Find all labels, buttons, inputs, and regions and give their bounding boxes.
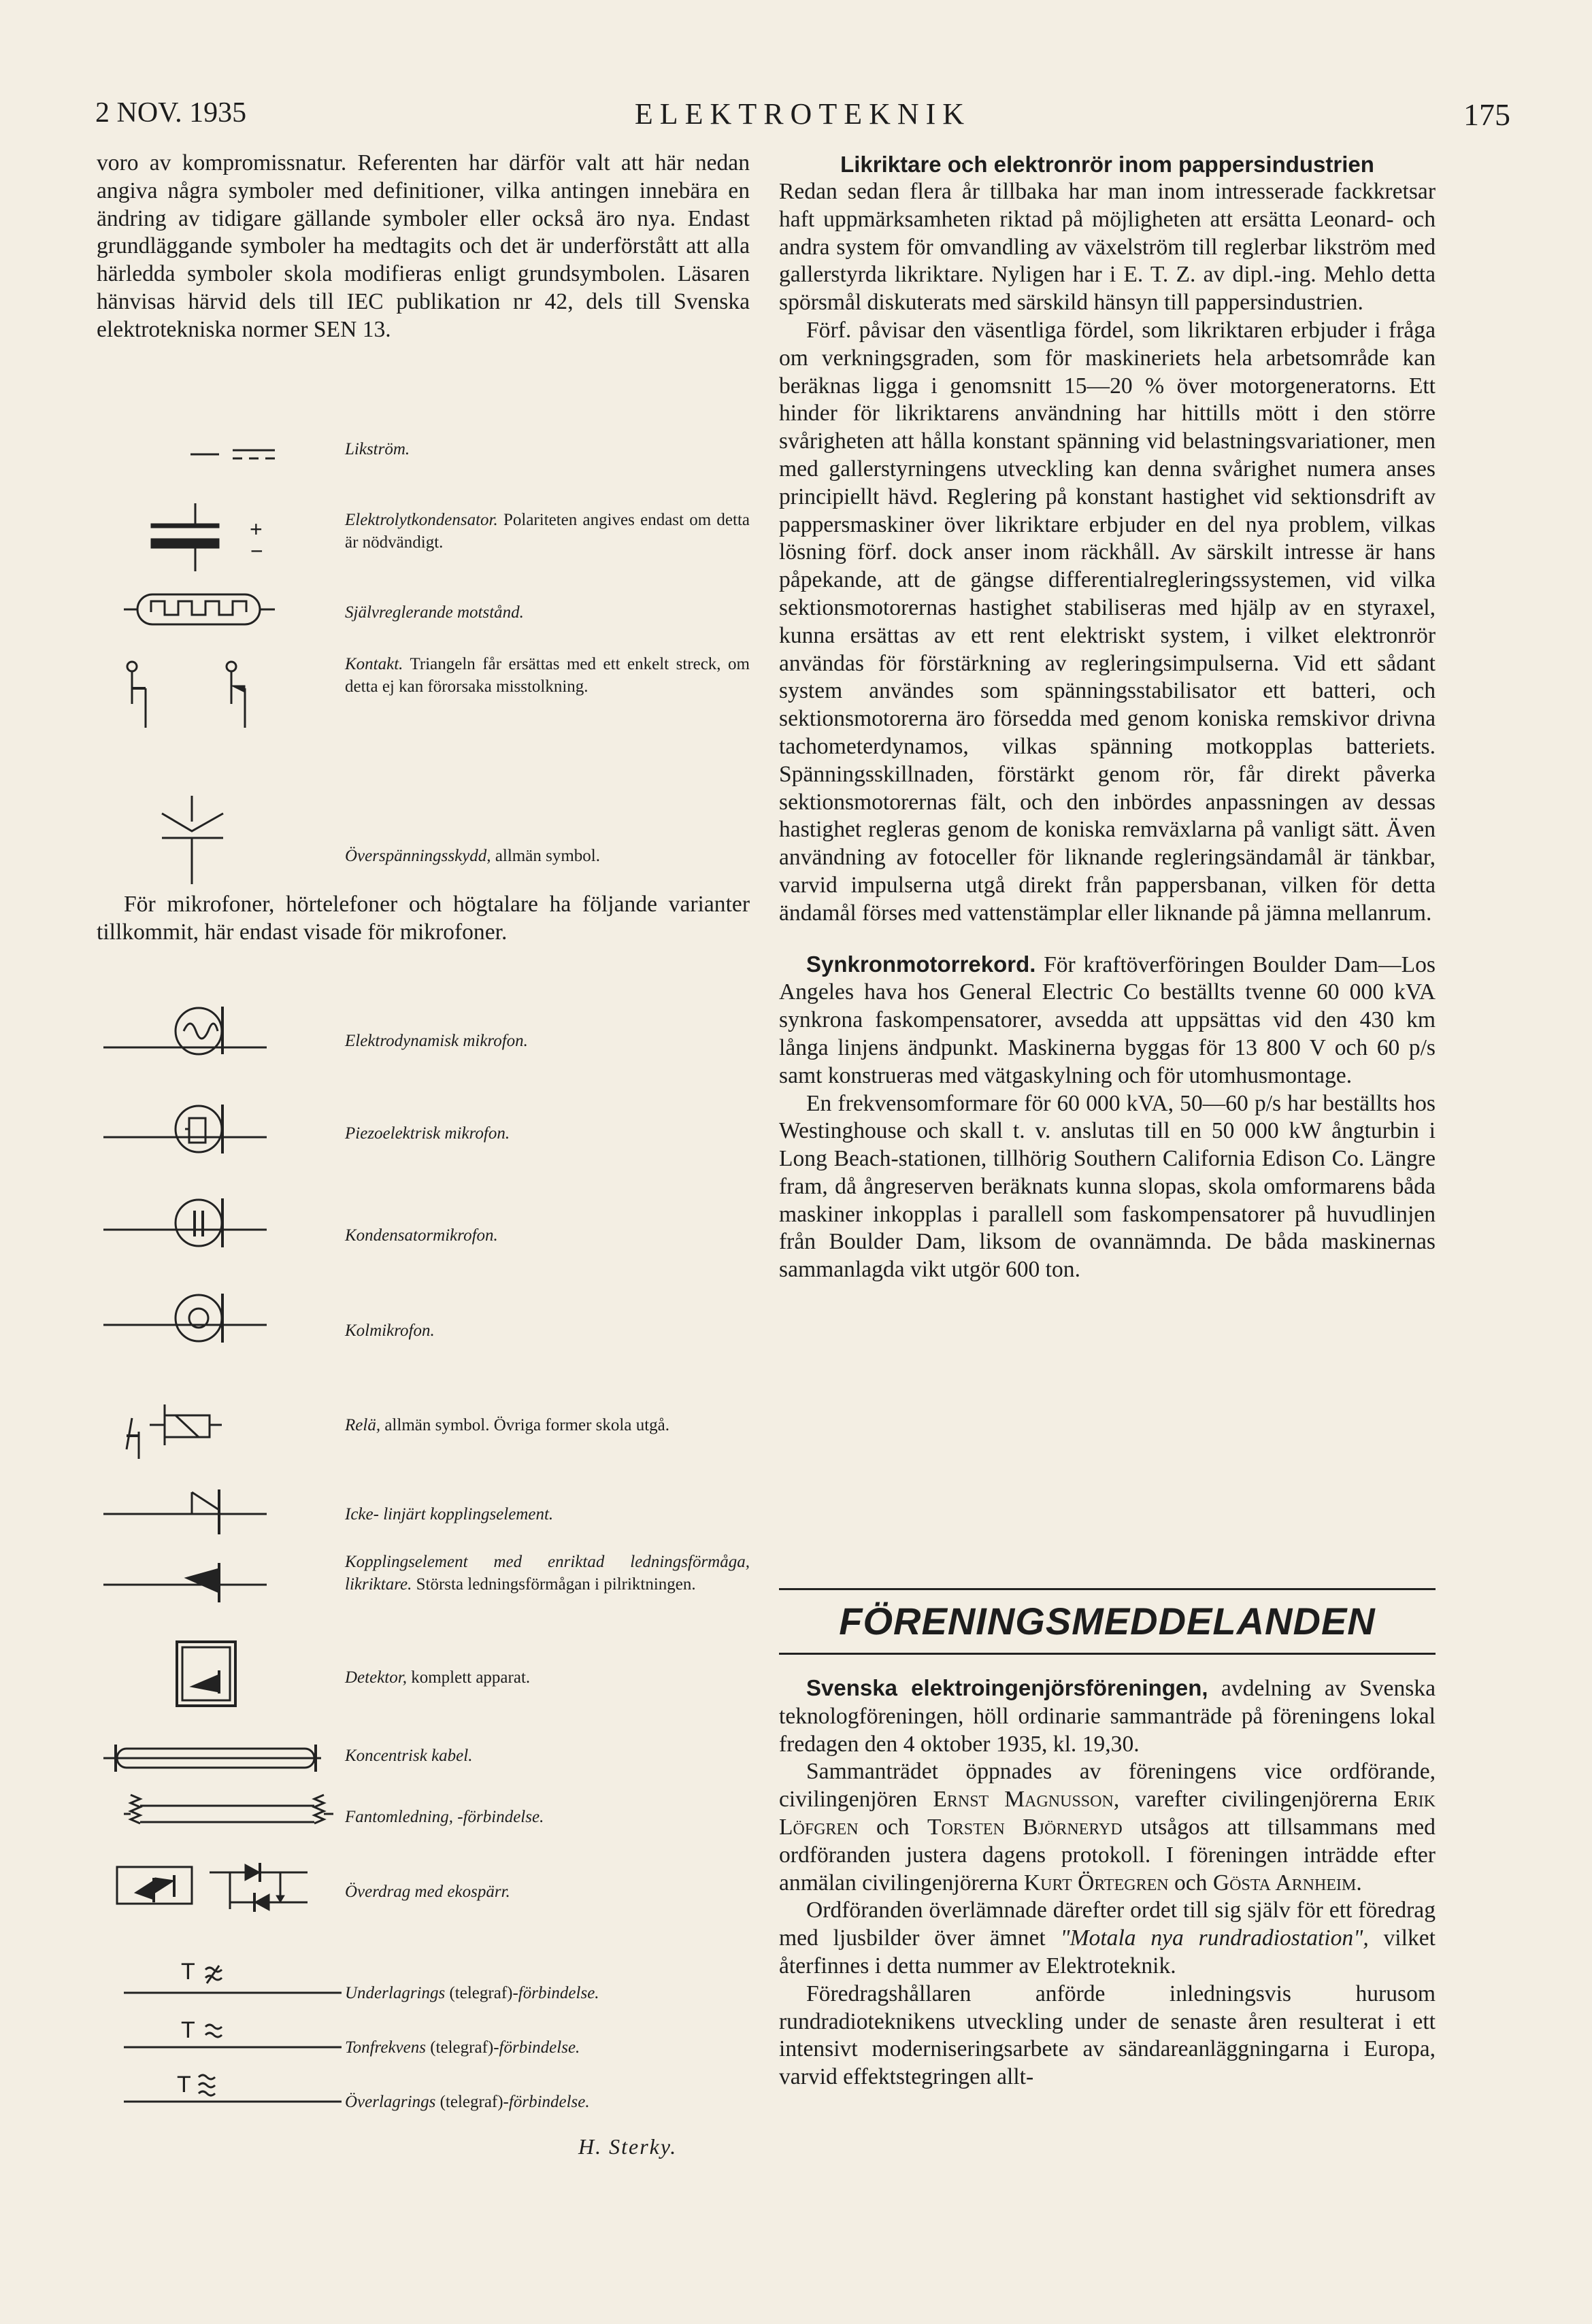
person-name: Kurt Örtegren: [1023, 1870, 1169, 1896]
symbol-superposed-telegraph: [97, 2068, 750, 2115]
association-paragraph-2: Sammanträdet öppnades av föreningens vice ordförande, civilingenjören Ernst Magnusson, varefter civilingenjörerna Erik Löfgren och Torsten Björneryd utsågos att tillsammans med ordföranden justera dagens protokoll. I föreningen inträdde efter anmälan civilingenjörerna Kurt Örtegren och Gösta Arnheim.: [779, 1759, 1436, 1896]
symbol-caption: Elektrolytkondensator. Polariteten angives endast om detta är nödvändigt.: [345, 511, 750, 552]
phantom-line-icon: [97, 1785, 342, 1840]
symbol-relay: [97, 1391, 750, 1466]
electrodynamic-microphone-icon: [97, 1000, 342, 1068]
telegraph-mark: T: [181, 2017, 195, 2043]
symbol-caption: Kondensatormikrofon.: [345, 1226, 498, 1245]
nonlinear-element-icon: [97, 1476, 342, 1537]
symbol-caption: Detektor, komplett apparat.: [345, 1668, 531, 1687]
symbol-electrodynamic-microphone: [97, 1000, 750, 1068]
rectifiers-paragraph-1: Redan sedan flera år tillbaka har man inom intresserade fackkretsar haft uppmärksamheten riktad på möjligheten att ersätta Leonard- och andra system för omvandling av växelström till reglerbar likström med gallerstyrda likriktare. Nyligen har i E. T. Z. av dipl.-ing. Mehlo detta spörsmål diskuterats med särskild hänsyn till pappersindustrien.: [779, 179, 1436, 316]
association-paragraph-1: Svenska elektroingenjörsföreningen, avdelning av Svenska teknologföreningen, höll ordinarie sammanträde på föreningens lokal fredagen den 4 oktober 1935, kl. 19,30.: [779, 1675, 1436, 1757]
symbol-caption: Kolmikrofon.: [345, 1321, 435, 1340]
symbol-caption: Kontakt. Triangeln får ersättas med ett enkelt streck, om detta ej kan förorsaka misstolkning.: [345, 655, 750, 696]
symbol-nonlinear-element: [97, 1476, 750, 1537]
section-banner: [779, 1588, 1436, 1655]
dc-symbol-icon: [97, 428, 342, 483]
carbon-microphone-icon: [97, 1285, 342, 1353]
author-signature: H. Sterky.: [578, 2134, 678, 2159]
page-number: 175: [1463, 97, 1510, 132]
journal-title: ELEKTROTEKNIK: [634, 97, 972, 131]
symbol-caption: Överspänningsskydd, allmän symbol.: [345, 847, 600, 865]
microphone-paragraph-block: [97, 891, 750, 947]
condenser-microphone-icon: [97, 1190, 342, 1258]
contact-icon: [97, 653, 342, 741]
symbol-dc: [97, 428, 750, 483]
telegraph-mark: T: [177, 2072, 191, 2098]
person-name: Ernst Magnusson: [933, 1787, 1114, 1813]
echo-suppressor-icon: [97, 1853, 342, 1928]
symbol-self-regulating-resistor: [97, 585, 750, 633]
section-banner-title: FÖRENINGSMEDDELANDEN: [839, 1600, 1376, 1643]
symbol-electrolytic-capacitor: [97, 503, 750, 578]
symbol-caption: Självreglerande motstånd.: [345, 603, 524, 622]
symbol-caption: Tonfrekvens (telegraf)-förbindelse.: [345, 2038, 580, 2057]
coaxial-cable-icon: [97, 1738, 342, 1779]
detector-icon: [97, 1639, 342, 1714]
right-column: [779, 151, 1436, 1284]
person-name: Erik Löfgren: [779, 1787, 1436, 1840]
article-heading-rectifiers: Likriktare och elektronrör inom pappersindustrien: [840, 152, 1374, 177]
association-news-column: [779, 1674, 1436, 2091]
association-paragraph-3: Ordföranden överlämnade därefter ordet till sig själv för ett föredrag med ljusbilder över ämnet "Motala nya rundradiostation", vilket återfinnes i detta nummer av Elektroteknik.: [779, 1898, 1436, 1978]
electrolytic-capacitor-icon: [97, 503, 342, 578]
association-paragraph-4: Föredragshållaren anförde inledningsvis hurusom rundradioteknikens utveckling under de senaste åren resulterat i ett intensivt moderniseringsarbete av sändareanläggningarna i Europa, varvid effektstegringen allt-: [779, 1981, 1436, 2090]
minus-mark: −: [250, 539, 263, 563]
article-heading-synchronous: Synkronmotorrekord.: [806, 951, 1036, 977]
symbol-rectifier: [97, 1544, 750, 1626]
symbol-voice-frequency-telegraph: [97, 2013, 750, 2061]
symbol-surge-protection: [97, 796, 750, 891]
symbol-caption: Piezoelektrisk mikrofon.: [345, 1124, 510, 1143]
rectifier-icon: [97, 1544, 342, 1626]
person-name: Torsten Björneryd: [927, 1814, 1123, 1840]
symbol-contact: [97, 653, 750, 741]
symbol-condenser-microphone: [97, 1190, 750, 1258]
self-regulating-resistor-icon: [97, 585, 342, 633]
symbol-caption: Fantomledning, -förbindelse.: [345, 1808, 544, 1826]
synchronous-motor-paragraph: Synkronmotorrekord. För kraftöverföringen Boulder Dam—Los Angeles hava hos General Electric Co beställts tvenne 60 000 kVA synkrona faskompensatorer, avsedda att uppsättas vid den 430 km långa linjens ändpunkt. Maskinerna byggas för 13 800 V och 60 p/s samt konstrueras med vätgaskylning och för utomhusmontage.: [779, 951, 1436, 1088]
plus-mark: +: [250, 517, 263, 541]
intro-paragraph: voro av kompromissnatur. Referenten har därför valt att här nedan angiva några symboler med definitioner, vilka antingen innebära en ändring av tidigare gällande symboler eller också äro nya. Endast grundläggande symboler ha medtagits och det är underförstått att alla härledda symboler skola modifieras enligt grundsymbolen. Läsaren hänvisas härvid dels till IEC publikation nr 42, dels till Svenska elektrotekniska normer SEN 13.: [97, 150, 750, 342]
symbol-caption: Likström.: [345, 440, 410, 458]
superposed-telegraph-icon: [97, 2068, 342, 2115]
microphone-paragraph: För mikrofoner, hörtelefoner och högtalare ha följande varianter tillkommit, här endast visade för mikrofoner.: [97, 892, 750, 945]
subcarrier-telegraph-icon: [97, 1959, 342, 2006]
symbol-caption: Överlagrings (telegraf)-förbindelse.: [345, 2093, 590, 2111]
frequency-converter-paragraph: En frekvensomformare för 60 000 kVA, 50—60 p/s har beställts hos Westinghouse och skall t. v. anslutas till en 50 000 kW ångturbin i Long Beach-stationen, tillhörig Southern California Edison Co. Längre fram, då ångreserven beräknats kunna slopas, skola omformarens båda maskiner inkopplas i parallell som faskompensatorer på huvudlinjen från Boulder Dam, liksom de ovannämnda. De båda maskinernas sammanlagda vikt utgör 600 ton.: [779, 1090, 1436, 1283]
symbol-caption: Icke- linjärt kopplingselement.: [345, 1505, 554, 1523]
symbol-phantom-line: [97, 1785, 750, 1840]
issue-date: 2 NOV. 1935: [95, 97, 247, 129]
symbol-piezoelectric-microphone: [97, 1095, 750, 1163]
surge-protection-icon: [97, 796, 342, 891]
rectifiers-paragraph-2: Förf. påvisar den väsentliga fördel, som likriktaren erbjuder i fråga om verkningsgraden, som för maskineriets hela arbetsområde kan beräknas ligga i genomsnitt 15—20 % över motorgeneratorns. Ett hinder för likriktarens användning har hittills mött i den större svårigheten att hålla konstant spänning vid belastningsvariationer, men med gallerstyrningens utveckling kan denna svårighet numera anses principiellt hävd. Reglering på konstant hastighet vid sektionsdrift av pappersmaskiner över likriktare erbjuder en del nya problem, vilkas lösning förf. dock anser inom räckhåll. Av särskilt intresse är hans påpekande, att de gängse differentialregleringssystemen, vid vilka sektionsmotorernas hastighet stabiliseras med hjälp av en styraxel, kunna ersättas av ett rent elektriskt system, i vilket elektronrör användas för förstärkning av regleringsimpulserna. Vid ett sådant system användes som spänningsstabilisator ett batteri, och sektionsmotorerna äro försedda med genom koniska remskivor drivna tachometerdynamos, vilkas spänning motkopplas batteriets. Spänningsskillnaden, förstärkt genom rör, får direkt påverka sektionsmotorernas fält, och den inbördes anpassningen av dessas hastighet regleras genom de koniska remväxlarna på vanligt sätt. Även användning av fotoceller för liknande regleringsändamål är tänkbar, varvid impulserna utgå direkt från pappersbanan, vilken för detta ändamål förses med vattenstämplar eller liknande på jämna mellanrum.: [779, 317, 1436, 926]
symbol-caption: Kopplingselement med enriktad ledningsförmåga, likriktare. Största ledningsförmågan i pilriktningen.: [345, 1553, 750, 1594]
symbol-caption: Elektrodynamisk mikrofon.: [345, 1032, 528, 1050]
left-column: [97, 150, 750, 344]
symbol-coaxial-cable: [97, 1738, 750, 1779]
symbol-carbon-microphone: [97, 1285, 750, 1353]
symbol-caption: Relä, allmän symbol. Övriga former skola utgå.: [345, 1416, 669, 1434]
person-name: Gösta Arnheim: [1212, 1870, 1357, 1896]
symbol-caption: Koncentrisk kabel.: [345, 1747, 473, 1765]
piezoelectric-microphone-icon: [97, 1095, 342, 1163]
voice-frequency-telegraph-icon: [97, 2013, 342, 2061]
relay-icon: [97, 1391, 342, 1466]
page-header: [95, 97, 1510, 137]
symbol-detector: [97, 1639, 750, 1714]
symbol-caption: Överdrag med ekospärr.: [345, 1883, 510, 1901]
symbol-subcarrier-telegraph: [97, 1959, 750, 2006]
symbol-caption: Underlagrings (telegraf)-förbindelse.: [345, 1984, 599, 2002]
association-heading: Svenska elektroingenjörsföreningen,: [806, 1675, 1208, 1700]
telegraph-mark: T: [181, 1959, 195, 1985]
symbol-echo-suppressor: [97, 1853, 750, 1928]
